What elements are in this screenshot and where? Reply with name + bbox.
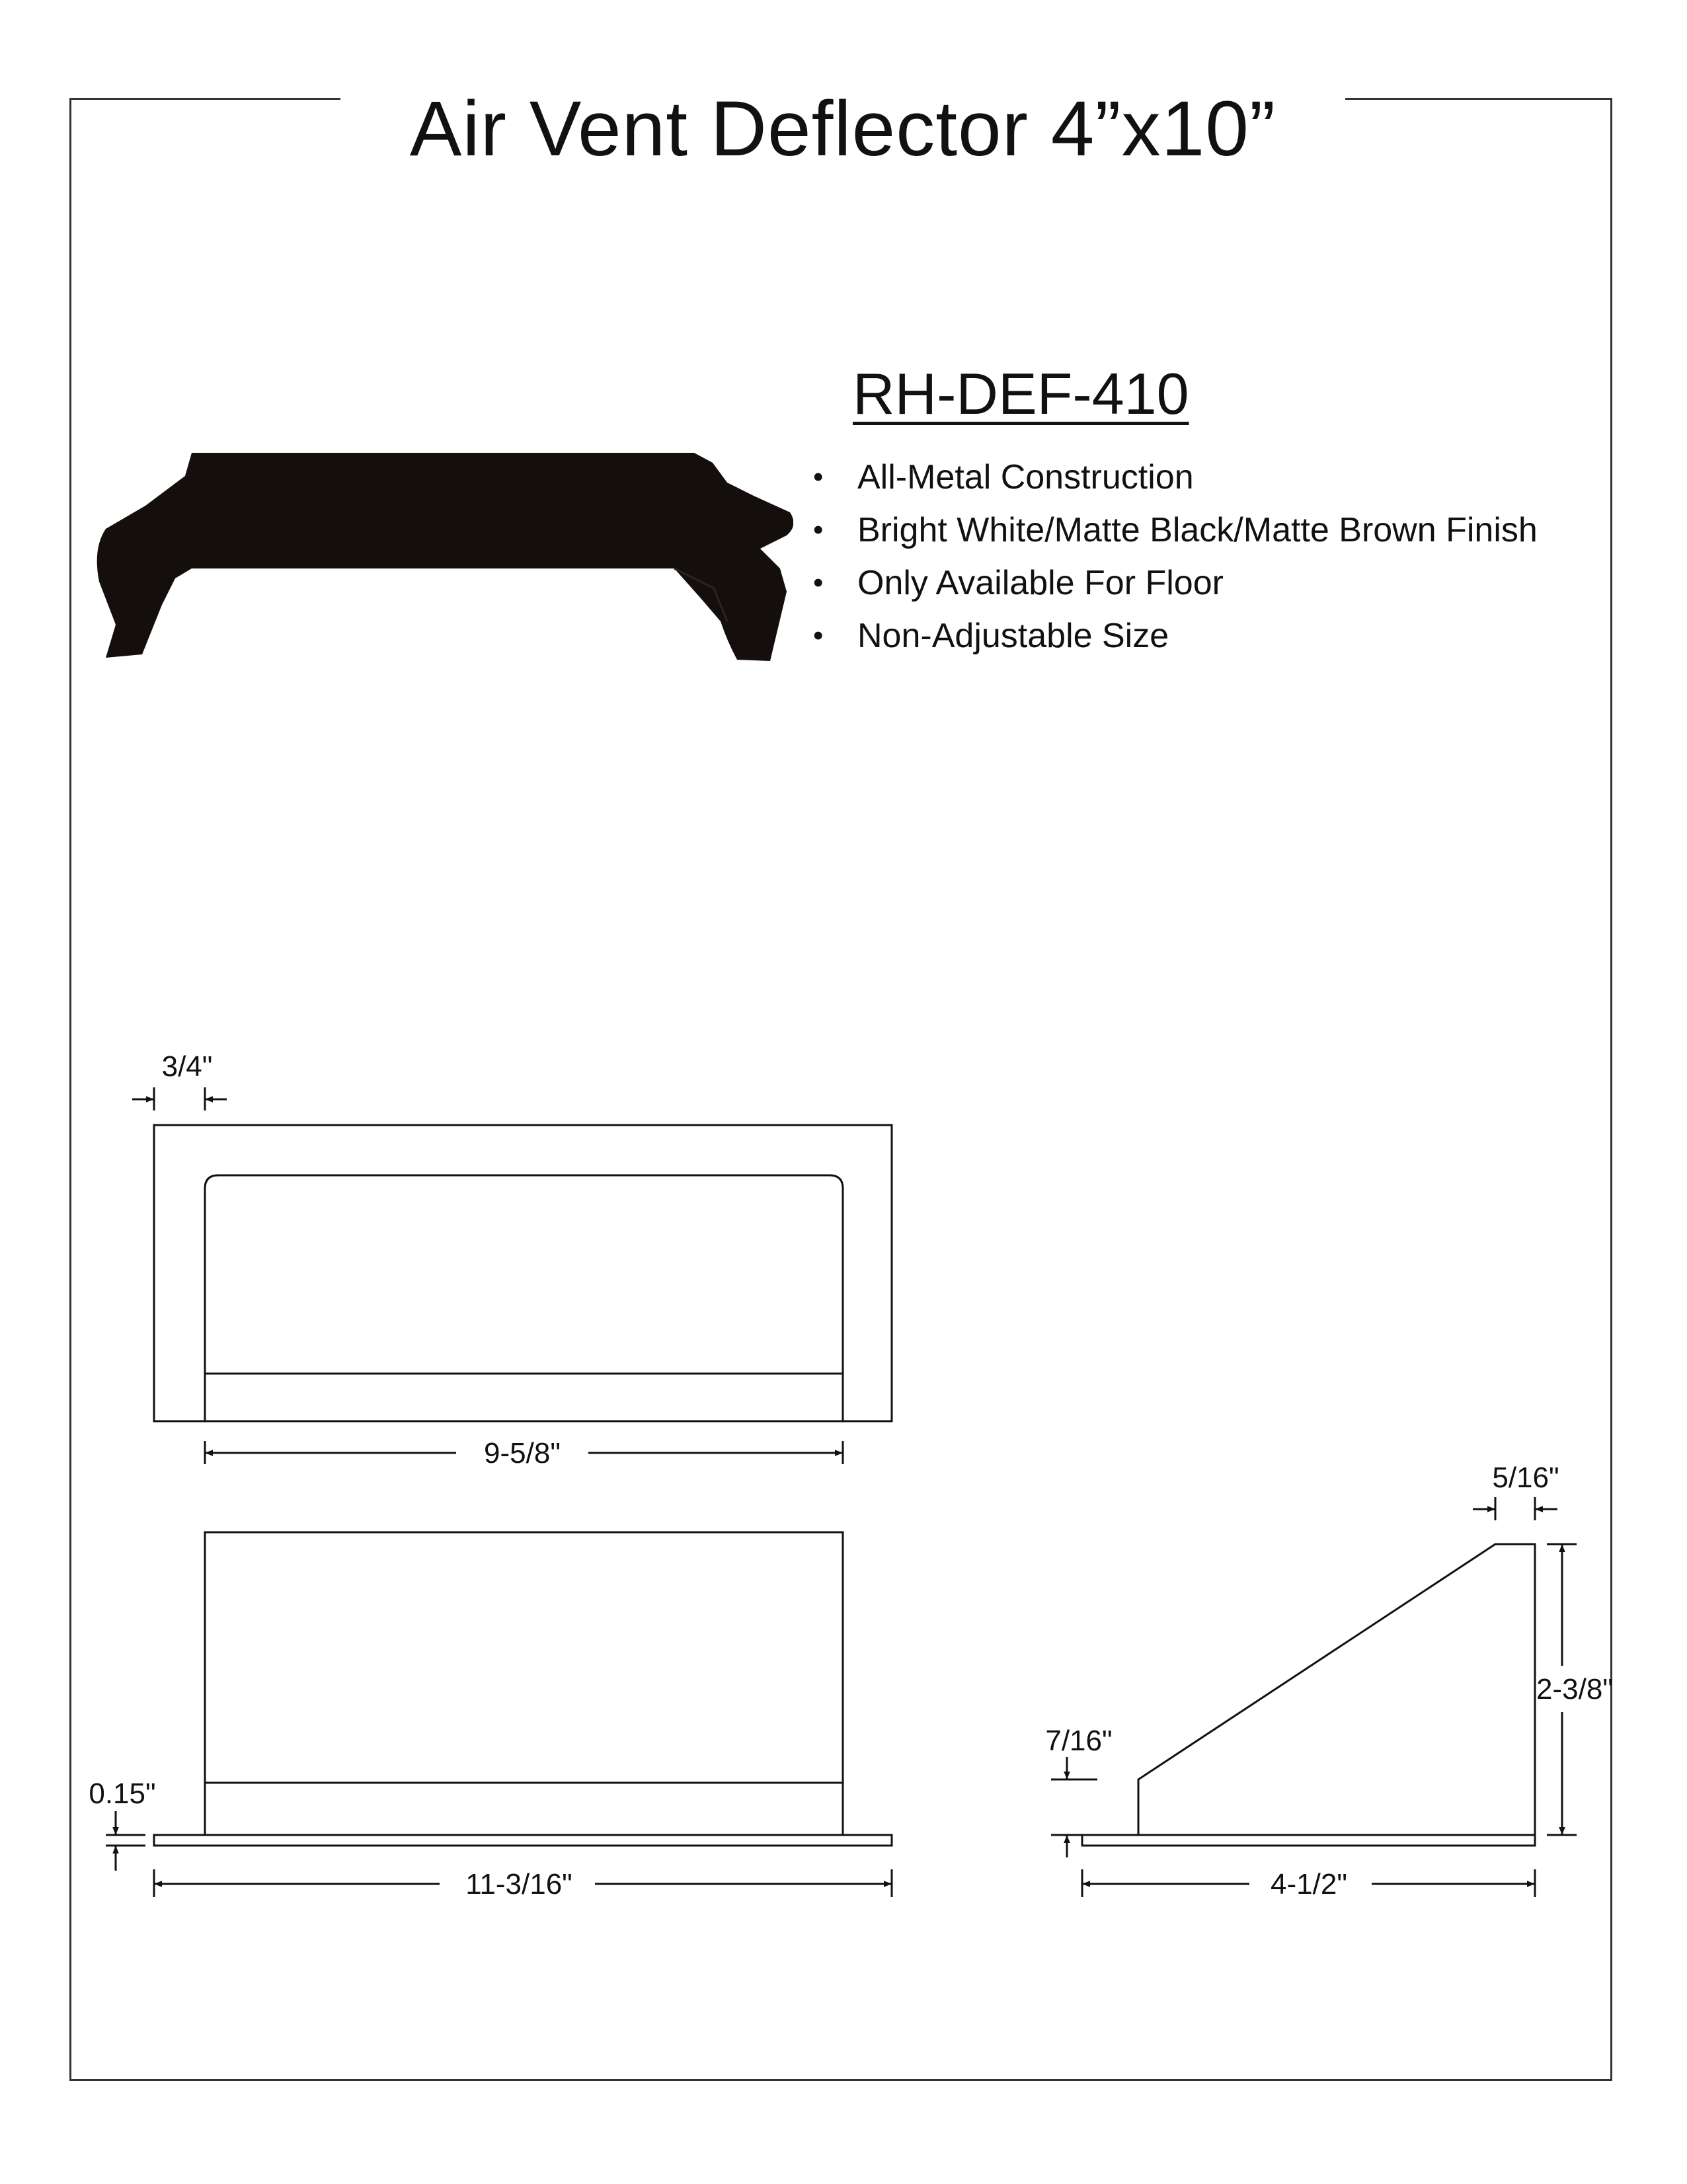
top-view [154,1532,892,1846]
feature-item: • All-Metal Construction [810,451,1538,504]
front-outer-outline [154,1125,892,1421]
dim-top-overall-width: 11-3/16" [465,1868,572,1900]
feature-item: • Bright White/Matte Black/Matte Brown Finish [810,504,1538,557]
feature-item: • Only Available For Floor [810,557,1538,609]
side-top-lip-dimension [1473,1497,1557,1520]
feature-item: • Non-Adjustable Size [810,609,1538,662]
dim-front-flange: 3/4" [161,1050,213,1083]
product-sku: RH-DEF-410 [853,361,1189,426]
top-base-plate [154,1835,892,1846]
side-front-lip-dimension [1051,1757,1097,1857]
dim-side-height: 2-3/8" [1536,1673,1613,1705]
front-inner-opening [205,1175,843,1421]
top-thickness-dimension [106,1811,145,1871]
side-profile [1138,1544,1535,1835]
front-flange-dimension [132,1087,227,1111]
dim-side-front-lip: 7/16" [1045,1725,1113,1757]
dim-front-inner-width: 9-5/8" [484,1437,561,1469]
dim-side-depth: 4-1/2" [1271,1868,1347,1900]
dim-top-base-thickness: 0.15" [89,1777,156,1810]
dim-side-top-lip: 5/16" [1492,1462,1559,1494]
front-view [154,1125,892,1421]
side-view [1082,1544,1535,1846]
top-body-outline [205,1532,843,1835]
page-title: Air Vent Deflector 4”x10” [409,85,1276,173]
side-base-plate [1082,1835,1535,1846]
